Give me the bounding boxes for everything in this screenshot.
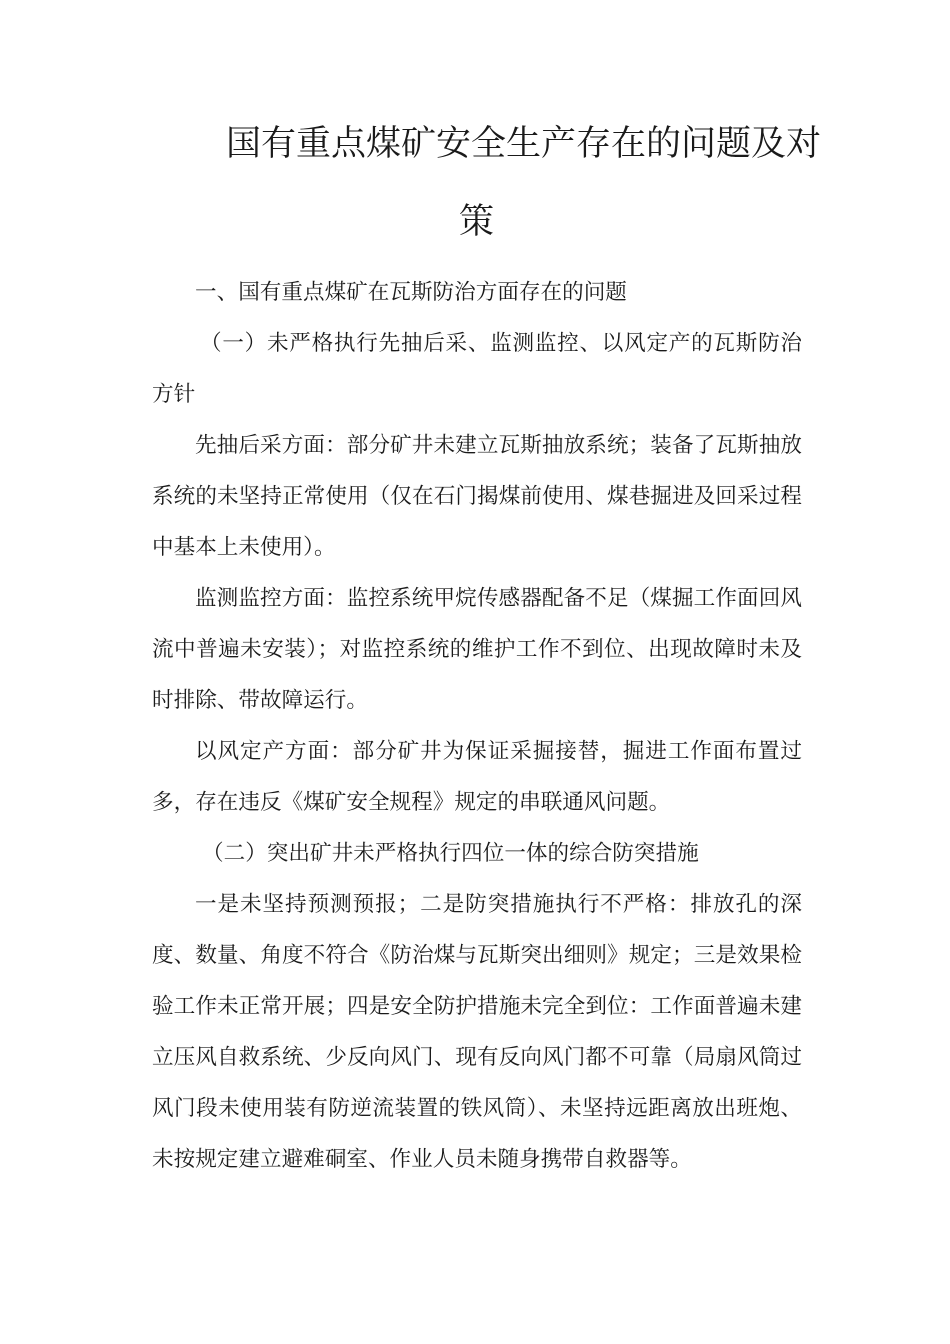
paragraph-monitoring: 监测监控方面：监控系统甲烷传感器配备不足（煤掘工作面回风流中普遍未安装）；对监控系统的维护工作不到位、出现故障时未及时排除、带故障运行。	[152, 586, 802, 713]
subsection-heading-1: （一）未严格执行先抽后采、监测监控、以风定产的瓦斯防治方针	[152, 331, 802, 407]
document-title-continued: 策	[459, 202, 495, 242]
paragraph-pre-drainage: 先抽后采方面：部分矿井未建立瓦斯抽放系统；装备了瓦斯抽放系统的未坚持正常使用（仅在石门揭煤前使用、煤巷掘进及回采过程中基本上未使用）。	[152, 433, 802, 560]
document-title: 国有重点煤矿安全生产存在的问题及对	[226, 124, 822, 164]
paragraph-outburst-measures: 一是未坚持预测预报；二是防突措施执行不严格：排放孔的深度、数量、角度不符合《防治煤与瓦斯突出细则》规定；三是效果检验工作未正常开展；四是安全防护措施未完全到位：工作面普遍未建立压风自救系统、少反向风门、现有反向风门都不可靠（局扇风筒过风门段未使用装有防逆流装置的铁风筒）、未坚持远距离放出班炮、未按规定建立避难硐室、作业人员未随身携带自救器等。	[152, 892, 802, 1172]
subsection-heading-2: （二）突出矿井未严格执行四位一体的综合防突措施	[202, 841, 699, 866]
paragraph-ventilation: 以风定产方面：部分矿井为保证采掘接替，掘进工作面布置过多，存在违反《煤矿安全规程》规定的串联通风问题。	[152, 739, 802, 815]
section-heading-1: 一、国有重点煤矿在瓦斯防治方面存在的问题	[195, 280, 627, 305]
